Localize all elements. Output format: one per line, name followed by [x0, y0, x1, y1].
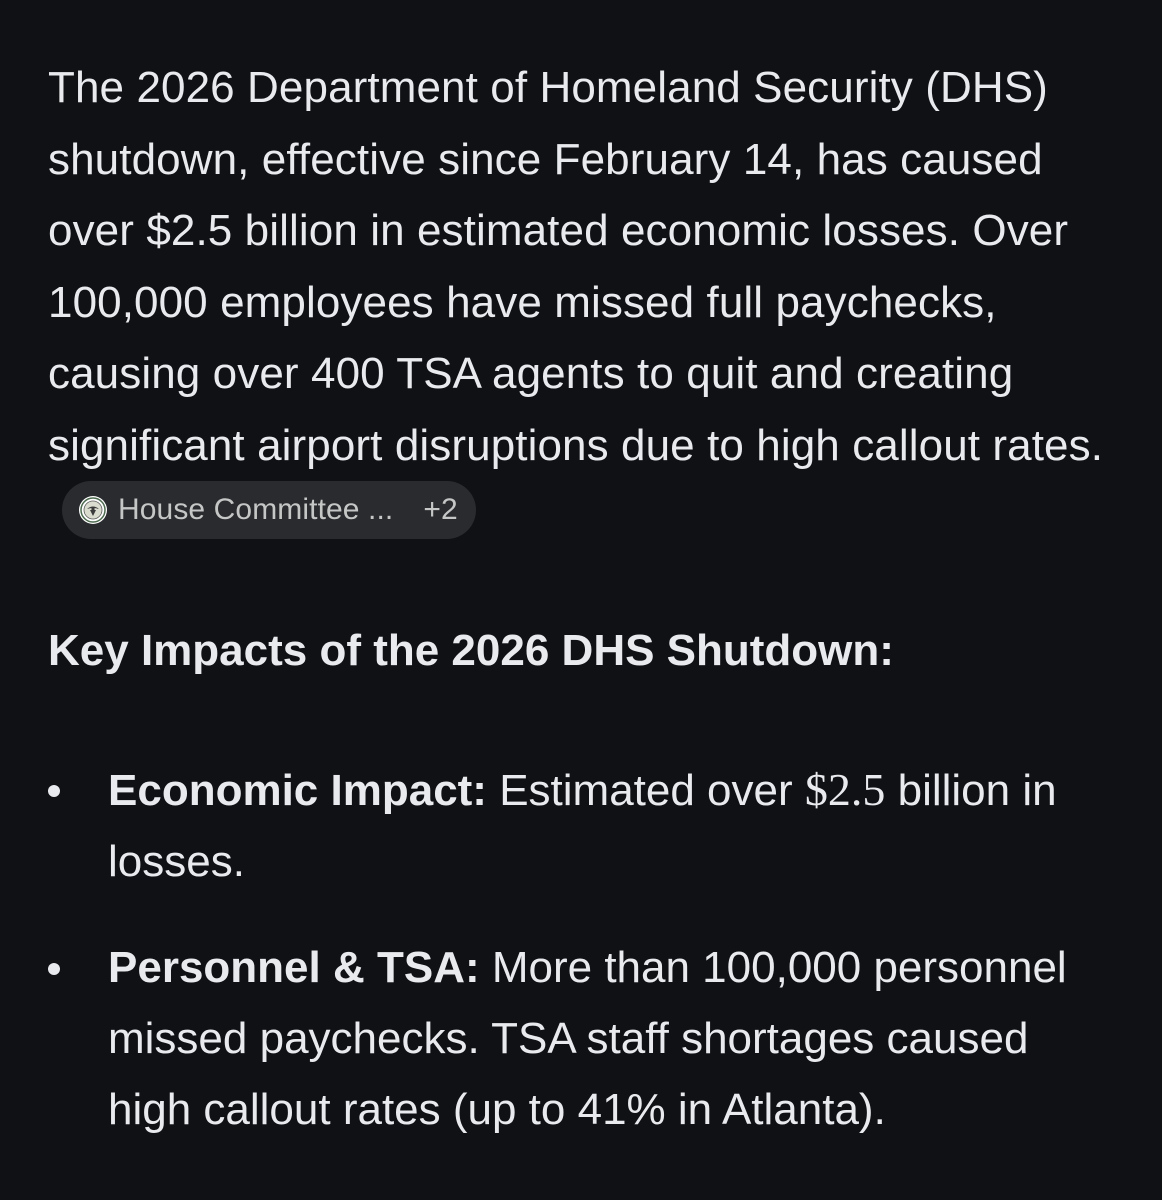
bullet-label: Economic Impact:: [108, 765, 487, 815]
source-chip-label: House Committee ...: [118, 493, 394, 526]
money-amount: $2.5: [804, 763, 886, 815]
list-item: [48, 754, 1114, 897]
bullet-dot: [48, 785, 60, 797]
source-chip-count: +2: [423, 493, 458, 526]
source-chip[interactable]: [62, 481, 476, 539]
bullet-text: More than 100,000 personnel missed paychecks. TSA staff shortages caused high callout rates (up to 41% in Atlanta).: [108, 942, 1067, 1134]
impact-list: [48, 754, 1114, 1145]
bullet-label: Personnel & TSA:: [108, 942, 480, 992]
list-item: [48, 932, 1114, 1145]
section-heading: Key Impacts of the 2026 DHS Shutdown:: [48, 625, 894, 675]
bullet-dot: [48, 963, 60, 975]
bullet-text: Estimated over: [486, 765, 805, 815]
intro-text: The 2026 Department of Homeland Security (DHS) shutdown, effective since February 14, has caused over $2.5 billion in estimated economic losses. Over 100,000 employees have missed full paychecks, causing over 400 TSA agents to quit and creating significant airport disruptions due to high callout rates.: [48, 63, 1104, 470]
intro-paragraph: [48, 52, 1114, 555]
bullet-text-tail: billion in losses.: [108, 765, 1057, 886]
seal-icon: [78, 495, 108, 525]
